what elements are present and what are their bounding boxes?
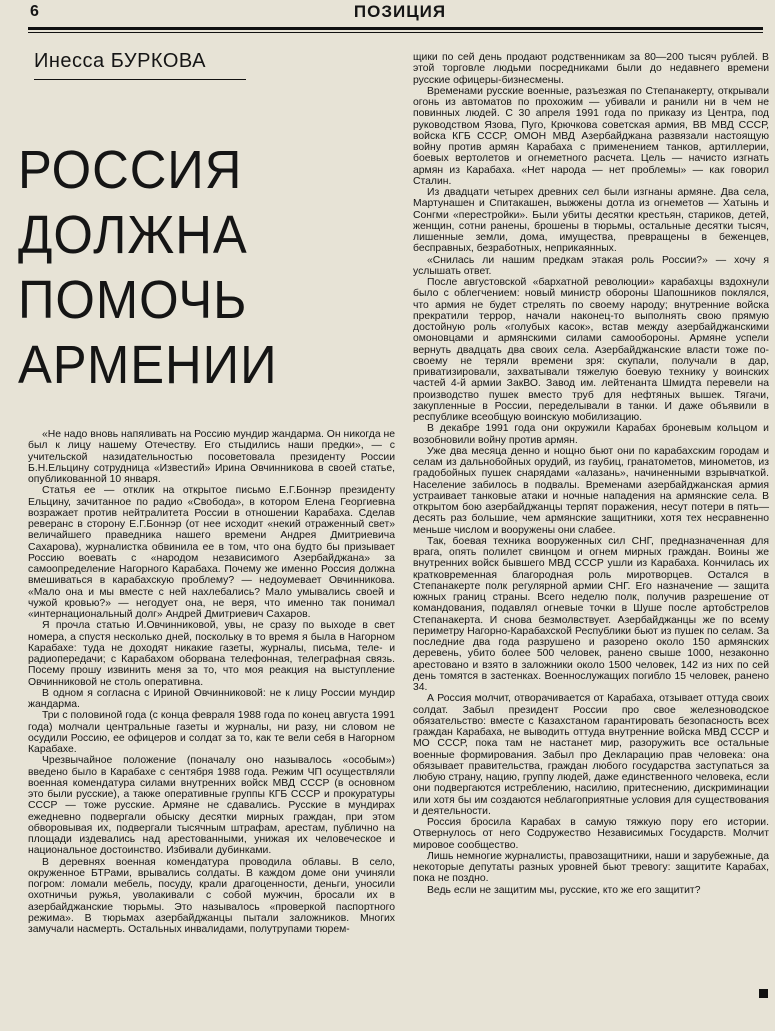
paragraph: После августовской «бархатной революции» карабахцы вздохнули было с облегчением: новый министр обороны Шапошников поклялся, что армия не будет стрелять по своему народу; внутренние войска прекратили террор, начали наконец-то выполнять свою прямую достойную роль «голубых касок», встав между азербайджанскими омоновцами и армянскими силами самообороны. Армяне успели вернуть двадцать два своих села. Азербайджанские власти тоже по-своему не теряли времени зря: скупали, получали в дар, приватизировали, захватывали тяжелую боевую технику у воинских частей 4-й армии ЗакВО. Завод им. лейтенанта Шмидта перевели на производство пушек вместо труб для нефтяных вышек. Тягачи, закупленные в России, переделывали в танки. И даже объявили в республике всеобщую воинскую мобилизацию. xyxy=(413,277,769,423)
headline-line: РОССИЯ xyxy=(18,140,243,200)
paragraph: Временами русские военные, разъезжая по Степанакерту, открывали огонь из автоматов по прохожим — убивали и ранили ни в чем не повинных людей. С 30 апреля 1991 года по приказу из Центра, под руководством Язова, Пуго, Крючкова советская армия, ВВ МВД СССР, войска КГБ СССР, ОМОН МВД Азербайджана развязали настоящую войну против армян Карабаха с применением танков, артиллерии, боевых вертолетов и огнеметного расчета. Цель — начисто изгнать армян из Карабаха. «Нет народа — нет проблемы» — как говорил Сталин. xyxy=(413,85,769,187)
headline-line: АРМЕНИИ xyxy=(18,335,278,395)
paragraph: Уже два месяца денно и нощно бьют они по карабахским городам и селам из дальнобойных орудий, из гаубиц, гранатометов, минометов, из градобойных пушек снарядами «алазань», начиненными взрывчаткой. Население забилось в подвалы. Временами азербайджанская армия устраивает танковые атаки и ночные нападения на армянские села. В открытом бою азербайджанцы терпят поражения, несут потери в пять—десять раз большие, чем армянские защитники, хотя тех несравненно меньше числом и вооружены они слабее. xyxy=(413,445,769,536)
headline-line: ДОЛЖНА xyxy=(18,205,248,265)
paragraph: Россия бросила Карабах в самую тяжкую пору его истории. Отвернулось от него Содружество Независимых Государств. Молчит мировое сообщество. xyxy=(413,817,769,851)
header-rule-thin xyxy=(28,32,763,33)
paragraph: «Снилась ли нашим предкам этакая роль России?» — хочу я услышать ответ. xyxy=(413,254,769,277)
paragraph: В одном я согласна с Ириной Овчинниковой: не к лицу России мундир жандарма. xyxy=(28,687,395,710)
section-rubric: ПОЗИЦИЯ xyxy=(353,2,447,21)
paragraph: Из двадцати четырех древних сел были изгнаны армяне. Два села, Мартунашен и Спитакашен, выжжены дотла из огнеметов — Хатынь и Сонгми «перестройки». Были убиты десятки крестьян, стариков, детей, женщин, сотни ранены, брошены в тюрьмы, остальные десятки тысяч, лишенные земли, дома, имущества, превращены в беженцев, бесправных, безработных, неприкаянных. xyxy=(413,187,769,255)
paragraph: «Не надо вновь напяливать на Россию мундир жандарма. Он никогда не был к лицу нашему Отечеству. Его стыдились наши предки», — с учительской назидательностью посоветовала президенту России Б.Н.Ельцину сотрудница «Известий» Ирина Овчинникова в своей статье, опубликованной 10 января. xyxy=(28,429,396,485)
paragraph: Три с половиной года (с конца февраля 1988 года по конец августа 1991 года) молчали центральные газеты и журналы, ни разу, ни словом не осудили Россию, ее офицеров и солдат за то, как те вели себя в Нагорном Карабахе. xyxy=(28,710,395,755)
paragraph: В декабре 1991 года они окружили Карабах броневым кольцом и возобновили войну против армян. xyxy=(413,423,769,446)
page-number: 6 xyxy=(30,3,39,20)
end-of-article-square xyxy=(759,989,768,998)
paragraph: Статья ее — отклик на открытое письмо Е.Г.Боннэр президенту Ельцину, зачитанное по радио «Свобода», в котором Елена Георгиевна возражает против нейтралитета России в отношении Карабаха. Сделав реверанс в сторону Е.Г.Боннэр (от нее исходит «некий отраженный свет» величайшего праведника нашего времени Андрея Дмитриевича Сахарова), журналистка обвинила ее в том, что она будто бы призывает Россию воевать с «народом независимого Азербайджана» за самоопределение Нагорного Карабаха. Почему же именно Россия должна вмешиваться в карабахскую проблему? — недоумевает Овчинникова. «Мало она и мы вместе с ней нахлебались? Мало умывались своей и чужой кровью?» — негодует она, не веря, что именно так понимал «интернациональный долг» Андрей Дмитриевич Сахаров. xyxy=(28,485,395,620)
article-column-left xyxy=(28,429,395,935)
paragraph: В деревнях военная комендатура проводила облавы. В село, окруженное БТРами, врывались солдаты. В каждом доме они учиняли погром: ломали мебель, посуду, крали драгоценности, деньги, уносили охотничьи ружья, уволакивали с собой мужчин, бросали их в азербайджанские тюрьмы. Это называлось «проверкой паспортного режима». В тюрьмах азербайджанцы пытали заложников. Многих замучали насмерть. Остальных инвалидами, полутрупами тюрем- xyxy=(28,856,395,935)
headline-line: ПОМОЧЬ xyxy=(18,270,248,330)
paragraph: щики по сей день продают родственникам за 80—200 тысяч рублей. В этой торговле людьми посредниками были до недавнего времени русские офицеры-бизнесмены. xyxy=(413,52,769,86)
byline-underline xyxy=(34,79,246,80)
paragraph: Лишь немногие журналисты, правозащитники, наши и зарубежные, да некоторые депутаты разных уровней бьют тревогу: защитите Карабах, пока не поздно. xyxy=(413,850,769,885)
article-column-right xyxy=(413,52,769,896)
paragraph: Ведь если не защитим мы, русские, кто же его защитит? xyxy=(427,884,701,896)
headline xyxy=(18,138,413,398)
paragraph: Так, боевая техника вооруженных сил СНГ, предназначенная для врага, опять полилет свинцом и огнем мирных граждан. Воины же внутренних войск бывшего МВД СССР ушли из Карабаха. Кончилась их кратковременная благородная роль миротворцев. Остался в Степанакерте полк регулярной армии СНГ. Его назначение — защита южных границ страны. Всего неделю полк, получив разрешение от командования, подавлял огневые точки в Шуше после артобстрелов Степанакерта. И снова безмолвствует. Азербайджанцы же по всему периметру Нагорно-Карабахской Республики бьют из пушек по селам. За последние два года разрушено и разорено около 150 армянских деревень, убито более 500 человек, ранено свыше 1000, незаконно арестовано и взято в заложники около 1500 человек, 142 из них по сей день томятся в застенках. Военнослужащих погибло 15 человек, ранено 34. xyxy=(413,535,769,693)
paragraph: А Россия молчит, отворачивается от Карабаха, отзывает оттуда своих солдат. Забыл президент России про свое железноводское обязательство: вместе с Казахстаном гарантировать безопасность всех граждан Карабаха, не выводить оттуда внутренние войска МВД СССР и МО СССР, пока там не настанет мир, разоружить все остальные военные формирования. Забыл про Декларацию прав человека: она обязывает правительства, граждан любого государства заступаться за любую страну, нацию, группу людей, даже единственного человека, если они подвергаются истреблению, насилию, притеснению, дискриминации или хотя бы им создаются неблагоприятные условия для существования и деятельности. xyxy=(413,693,769,817)
header-rule-thick xyxy=(28,27,763,30)
paragraph: Чрезвычайное положение (поначалу оно называлось «особым») введено было в Карабахе с сентября 1988 года. Режим ЧП осуществляли военная комендатура силами внутренних войск МВД СССР (в основном это были русские), а также оперативные группы КГБ СССР и прокуратуры СССР — тоже русские. Армяне не сдавались. Русские в мундирах ежедневно подвергали обыску десятки мирных граждан, при этом обворовывая их, подвергали тысячным штрафам, арестам, публично на площади издевались над арестованными, унижая их человеческое и национальное достоинство. Избивали дубинками. xyxy=(28,755,395,857)
paragraph: Я прочла статью И.Овчинниковой, увы, не сразу по выходе в свет номера, а спустя несколько дней, поскольку в то время я была в Нагорном Карабахе: туда не доходят никакие газеты, журналы, письма, теле- и радиопередачи; с Карабахом оборвана телефонная, телеграфная связь. Посему прошу извинить меня за то, что моя реакция на выступление Овчинниковой не столь оперативна. xyxy=(28,620,395,688)
author-byline: Инесса БУРКОВА xyxy=(34,50,206,72)
